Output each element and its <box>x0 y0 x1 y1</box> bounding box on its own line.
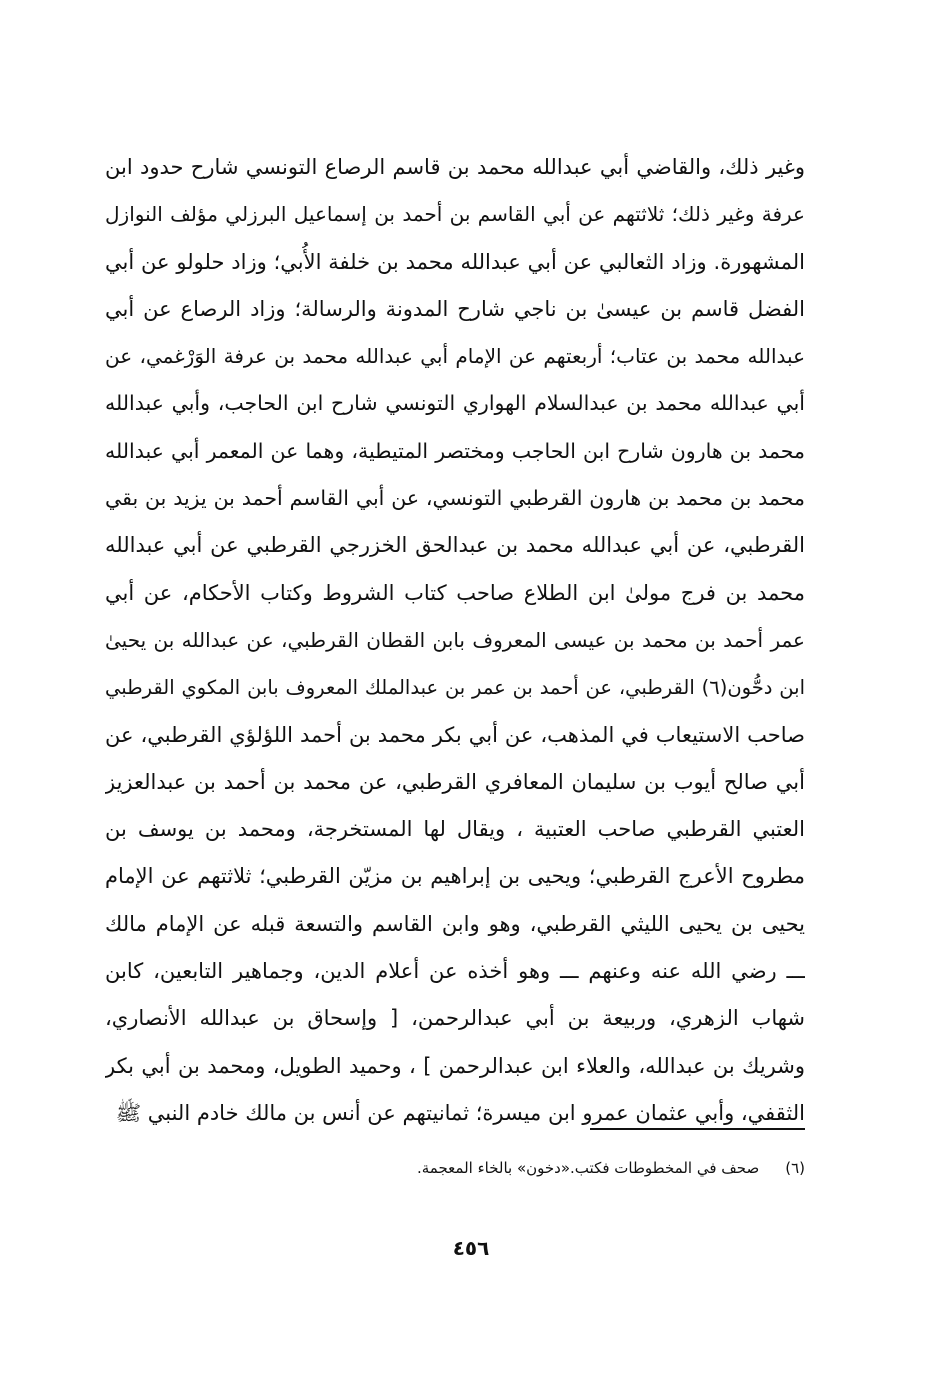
text-line-17: يحيى بن يحيى الليثي القرطبي، وهو وابن القاسم والتسعة قبله عن الإمام مالك <box>105 911 805 936</box>
footnote-text: صحف في المخطوطات فكتب.«دخون» بالخاء المعجمة. <box>417 1159 760 1177</box>
footnote <box>200 1155 805 1181</box>
text-line-16: مطروح الأعرج القرطبي؛ ويحيى بن إبراهيم بن مزيّن القرطبي؛ ثلاثتهم عن الإمام <box>105 864 805 889</box>
text-line-20: وشريك بن عبدالله، والعلاء ابن عبدالرحمن ] ، وحميد الطويل، ومحمد بن أبي بكر <box>105 1053 805 1078</box>
text-line-14: أبي صالح أيوب بن سليمان المعافري القرطبي، عن محمد بن أحمد بن عبدالعزيز <box>105 769 805 794</box>
page-number: ٤٥٦ <box>452 1236 490 1260</box>
text-line-11: عمر أحمد بن محمد بن عيسى المعروف بابن القطان القرطبي، عن عبدالله بن يحيىٰ <box>105 627 805 652</box>
text-line-7: محمد بن هارون شارح ابن الحاجب ومختصر المتيطية، وهما عن المعمر أبي عبدالله <box>105 438 805 463</box>
text-line-10: محمد بن فرج مولىٰ ابن الطلاع صاحب كتاب الشروط وكتاب الأحكام، عن أبي <box>105 580 805 605</box>
main-text <box>105 144 805 1137</box>
text-line-4: الفضل قاسم بن عيسىٰ بن ناجي شارح المدونة والرسالة؛ وزاد الرصاع عن أبي <box>105 296 805 321</box>
text-line-18: ـــ رضي الله عنه وعنهم ـــ وهو أخذه عن أعلام الدين، وجماهير التابعين، كابن <box>105 959 805 984</box>
text-line-5: عبدالله محمد بن عتاب؛ أربعتهم عن الإمام أبي عبدالله محمد بن عرفة الوَرْغمي، عن <box>105 344 805 369</box>
text-line-15: العتبي القرطبي صاحب العتبية ، ويقال لها المستخرجة، ومحمد بن يوسف بن <box>105 817 805 842</box>
text-line-6: أبي عبدالله محمد بن عبدالسلام الهواري التونسي شارح ابن الحاجب، وأبي عبدالله <box>105 391 805 416</box>
text-line-2: عرفة وغير ذلك؛ ثلاثتهم عن أبي القاسم بن أحمد بن إسماعيل البرزلي مؤلف النوازل <box>105 202 805 227</box>
text-line-12: ابن دحُّون(٦) القرطبي، عن أحمد بن عمر بن عبدالملك المعروف بابن المكوي القرطبي <box>105 676 805 700</box>
text-line-13: صاحب الاستيعاب في المذهب، عن أبي بكر محمد بن أحمد اللؤلؤي القرطبي، عن <box>105 722 805 747</box>
text-line-8: محمد بن محمد بن هارون القرطبي التونسي، عن أبي القاسم أحمد بن يزيد بن بقي <box>105 486 805 511</box>
text-line-19: شهاب الزهري، وربيعة بن أبي عبدالرحمن، [ وإسحاق بن عبدالله الأنصاري، <box>105 1006 805 1031</box>
text-line-3: المشهورة. وزاد الثعالبي عن أبي عبدالله محمد بن خلفة الأُبي؛ وزاد حلولو عن أبي <box>105 249 805 274</box>
text-line-9: القرطبي، عن أبي عبدالله محمد بن عبدالحق الخزرجي القرطبي عن أبي عبدالله <box>105 533 805 558</box>
footnote-divider <box>590 1128 805 1130</box>
text-line-21: الثقفي، وأبي عثمان عمرو ابن ميسرة؛ ثمانيتهم عن أنس بن مالك خادم النبي ﷺ <box>115 1100 805 1125</box>
footnote-number: (٦) <box>785 1159 805 1177</box>
text-line-1: وغير ذلك، والقاضي أبي عبدالله محمد بن قاسم الرصاع التونسي شارح حدود ابن <box>105 155 805 179</box>
